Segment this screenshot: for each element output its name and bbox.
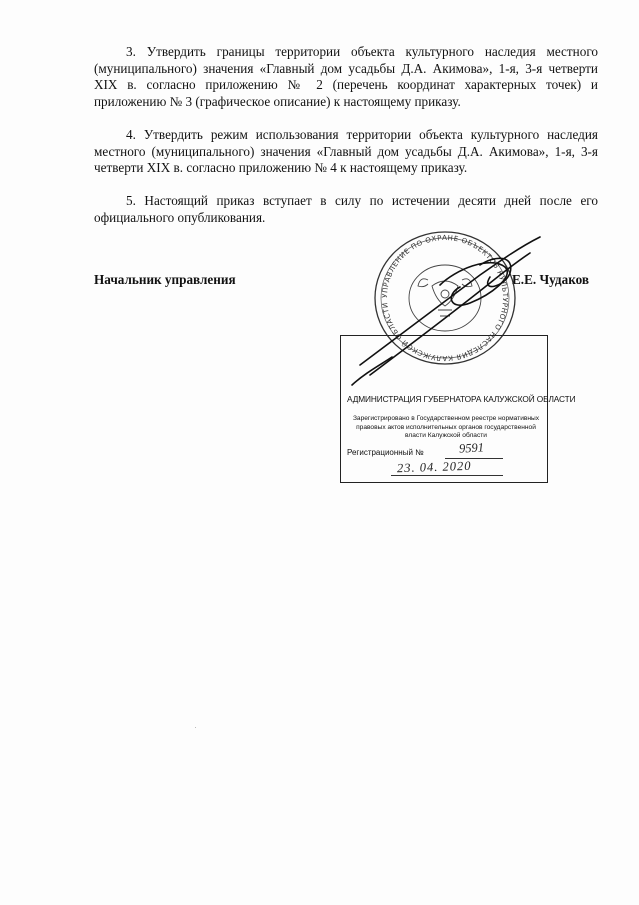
paragraph-4: 4. Утвердить режим использования территории объекта культурного наследия местного (муниципального) значения «Главный дом усадьбы Д.А. Акимова», 1-я, 3-я четверти XIX в. согласно приложению № 4 к настоящему приказу. bbox=[94, 127, 598, 175]
paragraph-3: 3. Утвердить границы территории объекта культурного наследия местного (муниципального) значения «Главный дом усадьбы Д.А. Акимова», 1-я, 3-я четверти XIX в. согласно приложению № 2 (перечень координат характерных точек) и приложению № 3 (графическое описание) к настоящему приказу. bbox=[94, 44, 598, 109]
paragraph-5: 5. Настоящий приказ вступает в силу по истечении десяти дней после его официального опубликования. bbox=[94, 193, 598, 225]
stamp-date: 23. 04. 2020 bbox=[396, 458, 472, 476]
scan-speck bbox=[195, 727, 196, 728]
registration-stamp bbox=[340, 335, 576, 483]
stamp-title: АДМИНИСТРАЦИЯ ГУБЕРНАТОРА КАЛУЖСКОЙ ОБЛАСТИ bbox=[347, 394, 576, 404]
signatory-position: Начальник управления bbox=[94, 272, 236, 287]
stamp-reg-number: 9591 bbox=[458, 440, 485, 456]
signatory-name: Е.Е. Чудаков bbox=[512, 272, 589, 287]
stamp-body-text: Зарегистрировано в Государственном реестре нормативных правовых актов исполнительных органов государственной власти Калужской области bbox=[352, 415, 540, 440]
stamp-reg-label: Регистрационный № bbox=[347, 448, 424, 457]
seal-ring-text: УПРАВЛЕНИЕ ПО ОХРАНЕ ОБЪЕКТОВ КУЛЬТУРНОГО НАСЛЕДИЯ КАЛУЖСКОЙ ОБЛАСТИ bbox=[380, 233, 510, 363]
